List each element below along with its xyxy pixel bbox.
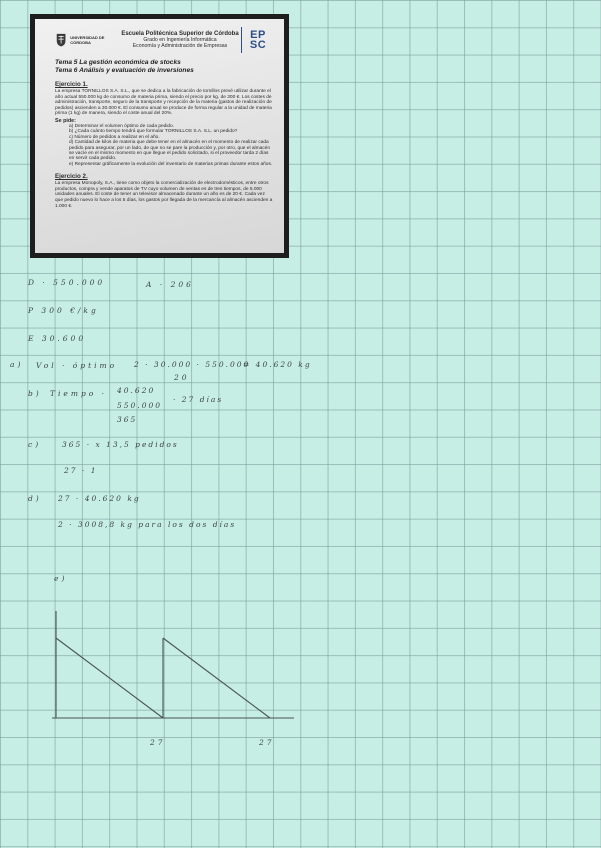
sketch-depletion-line: [163, 638, 270, 718]
answer-c-label: c): [28, 440, 42, 449]
data-a: A · 206: [146, 280, 194, 289]
school-logo-line1: EP: [250, 29, 266, 41]
data-price: P 300 €/kg: [28, 306, 99, 315]
tema6-title: Tema 6 Análisis y evaluación de inversiones: [55, 67, 194, 74]
answer-e-label: e): [54, 574, 68, 583]
exercise1-question: d) Cantidad de kilos de materia que debe tener en el almacén en el momento de realizar cada pedido para asegurar, por un lado, de que no se pare la producción y, por otro, que el almacén se vacíe en el mismo momento en que llegue el pedido solicitado, si el proveedor tarda 2 días en servir cada pedido.: [69, 140, 270, 162]
exercise1-body: La empresa TORNILLOS S.A. S.L., que se dedica a la fabricación de tornillos prevé utilizar durante el año actual 550.000 kg de consumo de materia prima, siendo el precio por kg. de 300 €. Los costes de administración, transporte, seguro de la transporte y recepción de la materia (gastos de realización de pedidos) ascienden a 30.000 €. El consumo anual se produce de forma regular a la unidad de materia prima (1 kg) de manera, siendo el coste anual del 20%.: [55, 89, 272, 117]
exercise1-question: b) ¿Cada cuánto tiempo tendrá que formular TORNILLOS S.A. S.L. un pedido?: [69, 129, 238, 135]
exercise2-title: Ejercicio 2.: [55, 173, 88, 181]
exercise1-title: Ejercicio 1.: [55, 81, 88, 88]
answer-b-result: · 27 días: [173, 395, 224, 404]
sketch-tick-label: 27: [150, 738, 166, 747]
answer-b-text: Tiempo ·: [50, 389, 108, 398]
university-logo-text: UNIVERSIDAD DE CÓRDOBA: [70, 35, 105, 45]
exercise1-se-pide: Se pide:: [55, 117, 76, 124]
answer-d-line1: 27 · 40.620 kg: [58, 494, 141, 503]
answer-a-numerator: 2 · 30.000 · 550.000: [134, 360, 251, 369]
sketch-depletion-line: [56, 638, 163, 718]
answer-b-denominator: 550.000: [117, 401, 163, 410]
answer-c-line1: 365 · x 13,5 pedidos: [62, 440, 179, 449]
subject-name: Economía y Administración de Empresas: [132, 43, 228, 49]
exercise2-body: La empresa Monopoly, S.A., tiene como objeto la comercialización de electrodomésticos, entre otros productos, compra y vende aparatos de TV cuyo volumen de ventas es de tres tiempos, de 5.000 unidades anuales. El coste de tener un televisor almacenado durante un año es de 20 €. Cada vez que pedido nuevo lo hace a los 5 días, los gastos por llegada de la mercancía al almacén ascienden a 1.000 €.: [55, 181, 273, 209]
school-name: Escuela Politécnica Superior de Córdoba: [121, 31, 239, 37]
answer-a-result: = 40.620 kg: [243, 360, 312, 369]
tema5-title: Tema 5 La gestión económica de stocks: [55, 59, 181, 66]
exercise1-question: a) Determinar el volumen óptimo de cada pedido.: [69, 123, 175, 129]
sketch-tick-label: 27: [259, 738, 275, 747]
answer-d-label: d): [28, 494, 42, 503]
school-logo-line2: SC: [249, 39, 267, 51]
answer-b-numerator: 40.620: [117, 386, 156, 395]
answer-b-label: b): [28, 389, 42, 398]
answer-a-text: Vol · óptimo: [36, 361, 118, 370]
answer-c-line2: 27 · 1: [64, 466, 98, 475]
degree-name: Grado en Ingeniería Informática: [143, 37, 217, 43]
exercise1-question: e) Representar gráficamente la evolución del inventario de materias primas durante estos años.: [69, 161, 273, 167]
exercise1-question: c) Número de pedidos a realizar en el año.: [69, 134, 160, 140]
data-order-cost: E 30.600: [28, 334, 87, 343]
answer-b-days: 365: [117, 415, 138, 424]
answer-d-line2: 2 · 3008,8 kg para los dos días: [58, 520, 237, 529]
data-demand: D · 550.000: [28, 278, 106, 287]
answer-a-denominator: 20: [174, 373, 190, 382]
answer-a-label: a): [10, 360, 24, 369]
